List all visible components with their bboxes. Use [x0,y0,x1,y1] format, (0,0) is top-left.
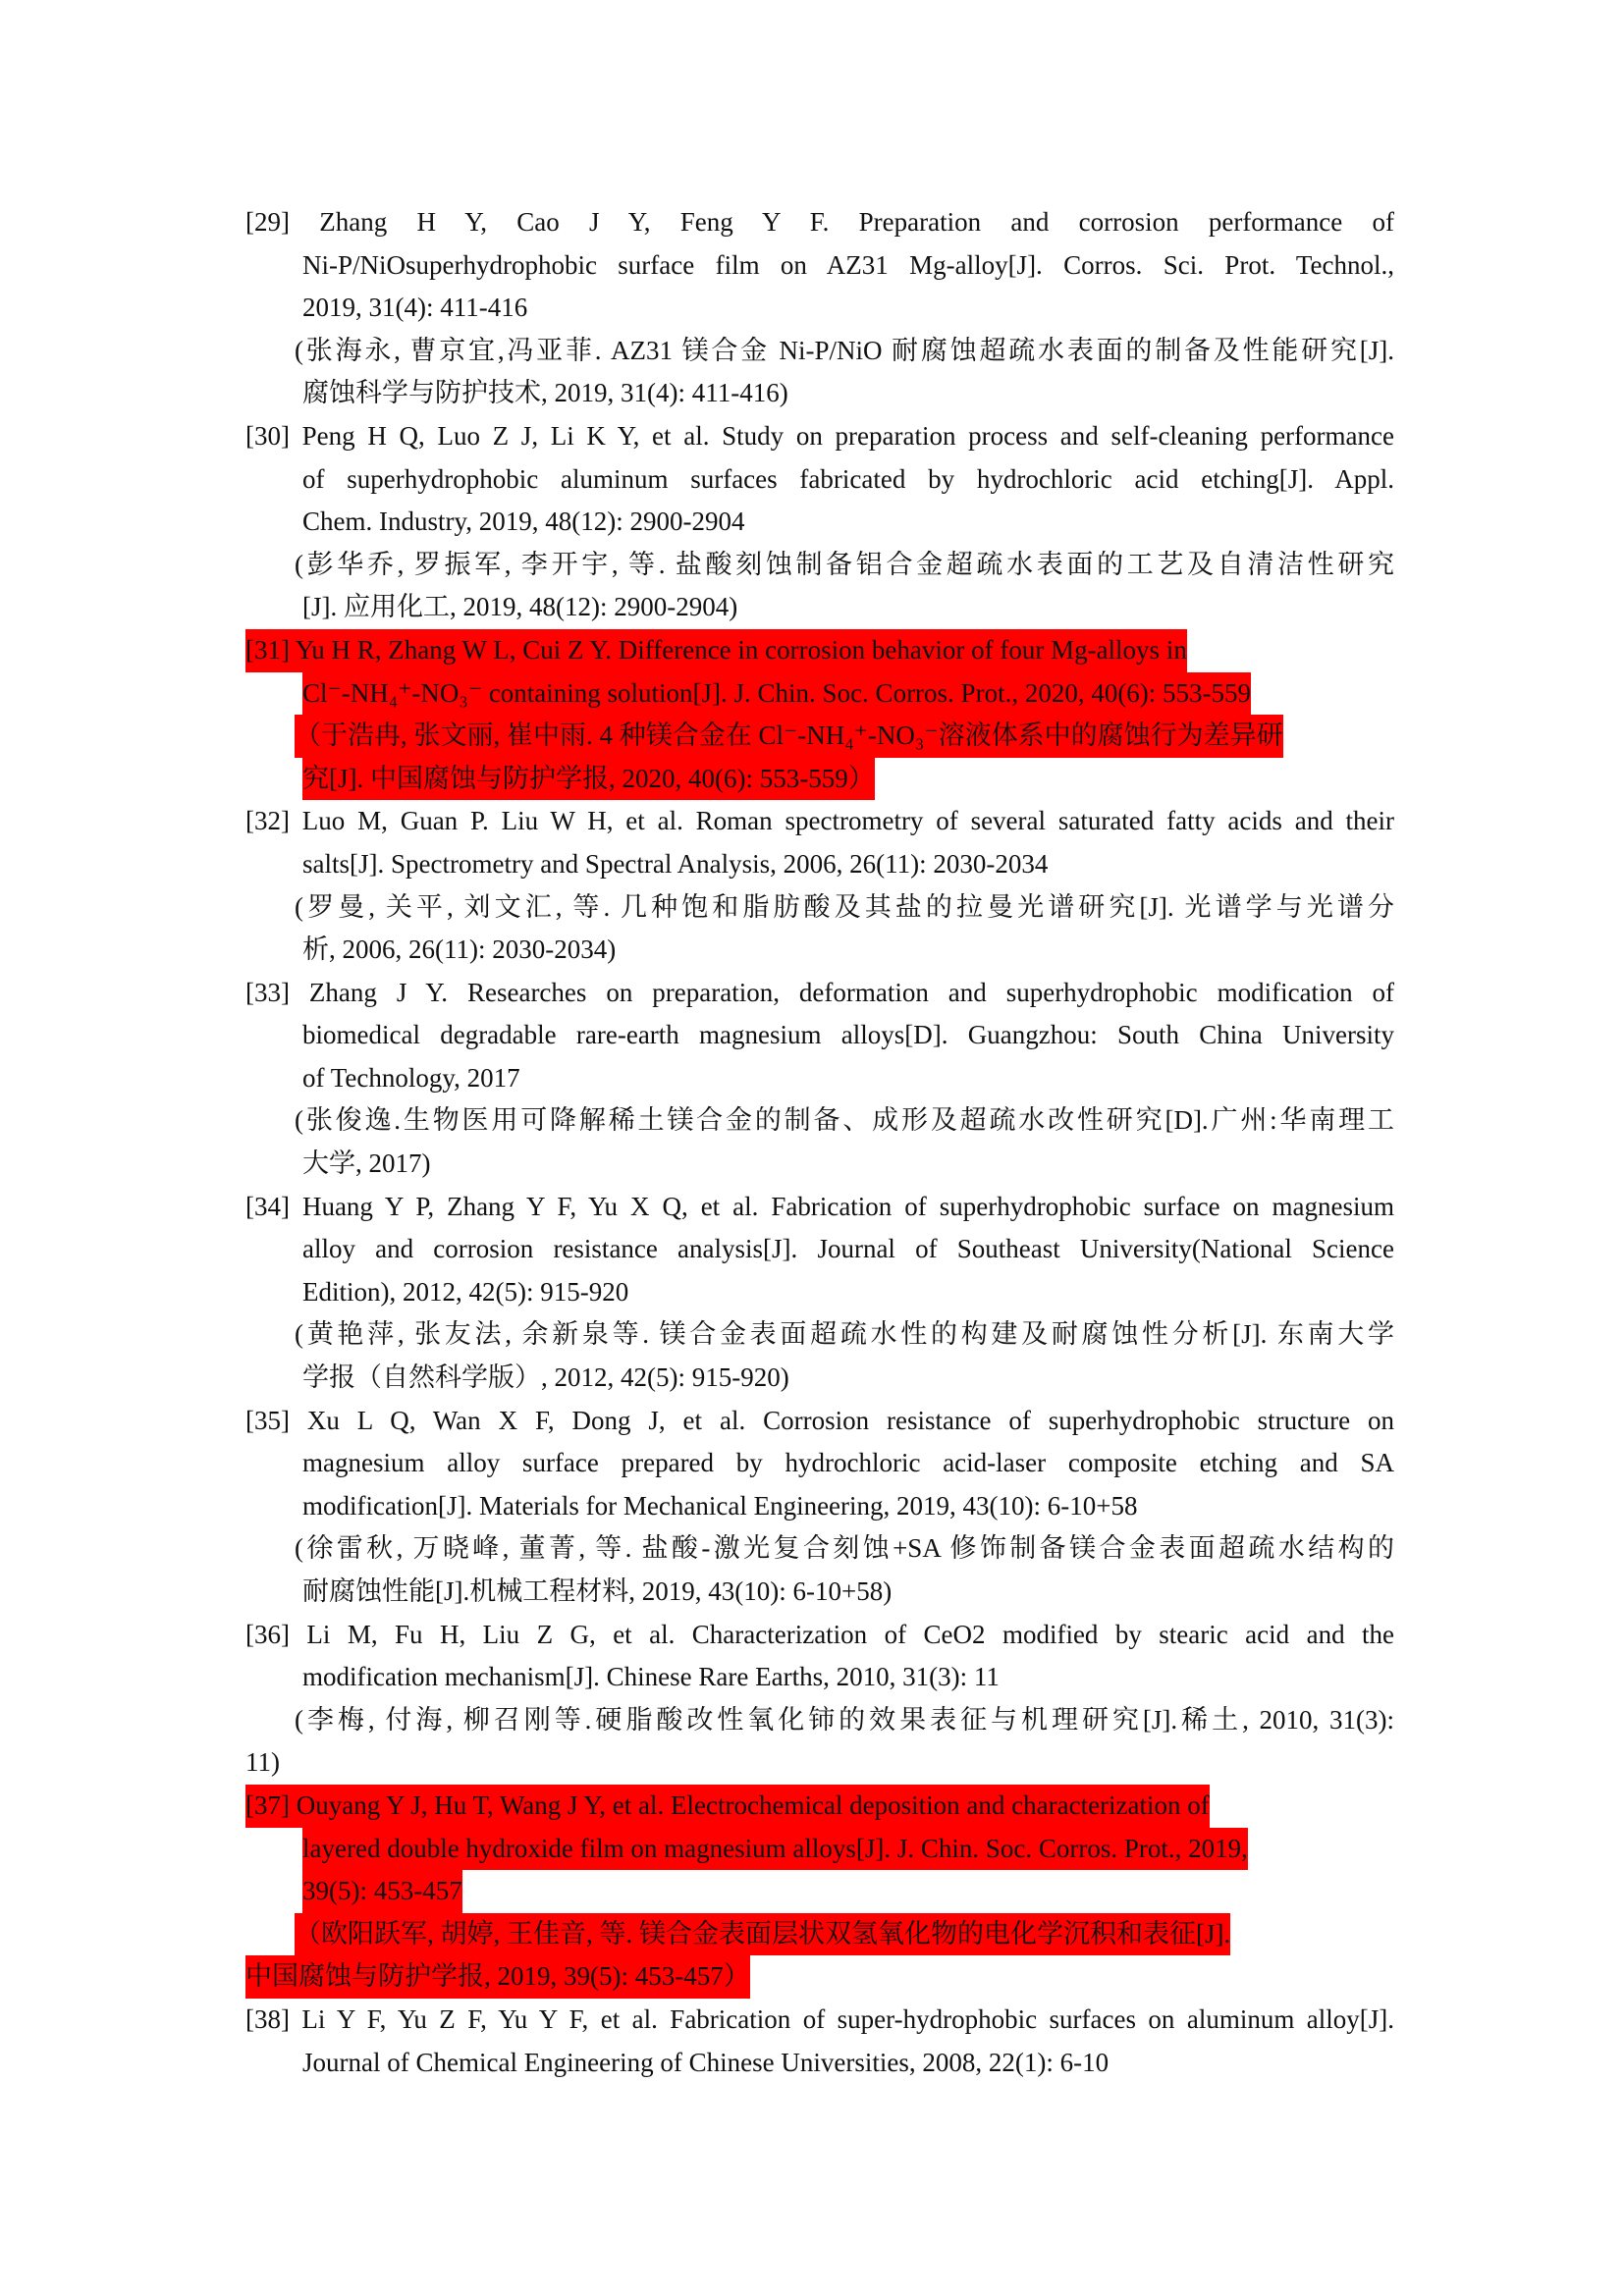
reference-entry-ref-32 [245,800,1394,971]
reference-line [245,1186,1394,1229]
reference-entry-ref-38 [245,1999,1394,2084]
reference-line [245,1913,1230,1956]
reference-line [245,201,1394,244]
reference-text: Journal of Chemical Engineering of Chinese Universities, 2008, 22(1): 6-10 [302,2047,1110,2077]
reference-text: 2019, 31(4): 411-416 [302,293,528,323]
reference-line [245,1999,1394,2042]
reference-text: 析, 2006, 26(11): 2030-2034) [302,934,617,965]
reference-list [245,201,1394,2084]
reference-text: 11) [245,1747,280,1778]
reference-text: 中国腐蚀与防护学报, 2019, 39(5): 453-457） [245,1955,750,1999]
reference-text: [30] Peng H Q, Luo Z J, Li K Y, et al. Study on preparation process and self-cleaning performance [245,420,1394,451]
reference-line [245,886,1394,930]
reference-line [245,458,1394,502]
reference-text: [35] Xu L Q, Wan X F, Dong J, et al. Corrosion resistance of superhydrophobic structure on [245,1405,1394,1435]
reference-text: 耐腐蚀性能[J].机械工程材料, 2019, 43(10): 6-10+58) [302,1576,893,1606]
reference-line [245,758,875,801]
reference-entry-ref-29 [245,201,1394,415]
reference-line [245,843,1394,886]
reference-text: [36] Li M, Fu H, Liu Z G, et al. Characterization of CeO2 modified by stearic acid and the [245,1619,1394,1649]
reference-text: [33] Zhang J Y. Researches on preparation, deformation and superhydrophobic modification of [245,977,1394,1007]
reference-line [245,1099,1394,1143]
reference-line [245,1656,1394,1699]
reference-entry-ref-33 [245,972,1394,1186]
reference-text: Edition), 2012, 42(5): 915-920 [302,1276,629,1307]
reference-text: [31] Yu H R, Zhang W L, Cui Z Y. Difference in corrosion behavior of four Mg-alloys in [245,629,1187,672]
reference-line [245,1955,750,1999]
reference-entry-ref-31 [245,629,1394,800]
reference-text: [J]. 应用化工, 2019, 48(12): 2900-2904) [302,592,738,622]
reference-line [245,1699,1394,1742]
reference-line [245,544,1394,587]
reference-text: modification[J]. Materials for Mechanical Engineering, 2019, 43(10): 6-10+58 [302,1490,1138,1521]
reference-line [245,1400,1394,1443]
reference-line [245,415,1394,458]
reference-line [245,1828,1248,1871]
reference-text: layered double hydroxide film on magnesium alloys[J]. J. Chin. Soc. Corros. Prot., 2019, [302,1828,1248,1871]
reference-line [245,372,1394,415]
reference-text: Ni-P/NiOsuperhydrophobic surface film on AZ31 Mg-alloy[J]. Corros. Sci. Prot. Technol., [302,249,1394,280]
reference-text: [37] Ouyang Y J, Hu T, Wang J Y, et al. Electrochemical deposition and characterization of [245,1785,1210,1828]
reference-line [245,1057,1394,1100]
reference-text: [34] Huang Y P, Zhang Y F, Yu X Q, et al. Fabrication of superhydrophobic surface on magnesium [245,1191,1394,1221]
reference-text: (张海永, 曹京宜,冯亚菲. AZ31 镁合金 Ni-P/NiO 耐腐蚀超疏水表面的制备及性能研究[J]. [295,335,1394,365]
reference-text: modification mechanism[J]. Chinese Rare Earths, 2010, 31(3): 11 [302,1662,1000,1692]
reference-text: [29] Zhang H Y, Cao J Y, Feng Y F. Preparation and corrosion performance of [245,207,1394,237]
reference-text: Cl⁻-NH₄⁺-NO₃⁻ containing solution[J]. J. Chin. Soc. Corros. Prot., 2020, 40(6): 553-559 [302,672,1251,716]
reference-text: 究[J]. 中国腐蚀与防护学报, 2020, 40(6): 553-559） [302,758,875,801]
reference-text: （欧阳跃军, 胡婷, 王佳音, 等. 镁合金表面层状双氢氧化物的电化学沉积和表征[J]. [295,1913,1230,1956]
reference-text: [38] Li Y F, Yu Z F, Yu Y F, et al. Fabrication of super-hydrophobic surfaces on aluminum alloy[J]. [245,2003,1394,2034]
reference-line [245,1571,1394,1614]
reference-line [245,672,1251,716]
reference-entry-ref-35 [245,1400,1394,1614]
reference-line [245,1228,1394,1271]
reference-text: magnesium alloy surface prepared by hydrochloric acid-laser composite etching and SA [302,1448,1394,1478]
reference-text: 学报（自然科学版）, 2012, 42(5): 915-920) [302,1362,789,1393]
reference-line [245,629,1187,672]
reference-line [245,1313,1394,1357]
reference-entry-ref-34 [245,1186,1394,1400]
reference-text: (彭华乔, 罗振军, 李开宇, 等. 盐酸刻蚀制备铝合金超疏水表面的工艺及自清洁性研究 [295,549,1394,579]
reference-entry-ref-37 [245,1785,1394,1999]
reference-line [245,2042,1394,2085]
reference-text: of Technology, 2017 [302,1062,520,1093]
reference-text: [32] Luo M, Guan P. Liu W H, et al. Roman spectrometry of several saturated fatty acids and their [245,806,1394,836]
reference-line [245,287,1394,330]
reference-line [245,1785,1210,1828]
reference-text: (徐雷秋, 万晓峰, 董菁, 等. 盐酸-激光复合刻蚀+SA 修饰制备镁合金表面超疏水结构的 [295,1533,1394,1564]
reference-line [245,1442,1394,1485]
reference-line [245,330,1394,373]
reference-line [245,1143,1394,1186]
reference-text: Chem. Industry, 2019, 48(12): 2900-2904 [302,507,745,537]
reference-text: of superhydrophobic aluminum surfaces fabricated by hydrochloric acid etching[J]. Appl. [302,463,1394,494]
reference-text: (李梅, 付海, 柳召刚等.硬脂酸改性氧化铈的效果表征与机理研究[J].稀土, 2010, 31(3): [295,1704,1394,1735]
reference-text: 腐蚀科学与防护技术, 2019, 31(4): 411-416) [302,378,788,408]
reference-text: （于浩冉, 张文丽, 崔中雨. 4 种镁合金在 Cl⁻-NH₄⁺-NO₃⁻溶液体系中的腐蚀行为差异研 [295,715,1283,758]
reference-entry-ref-30 [245,415,1394,629]
reference-line [245,1527,1394,1571]
reference-text: (罗曼, 关平, 刘文汇, 等. 几种饱和脂肪酸及其盐的拉曼光谱研究[J]. 光谱学与光谱分 [295,891,1394,922]
reference-line [245,1614,1394,1657]
reference-text: alloy and corrosion resistance analysis[J]. Journal of Southeast University(National Science [302,1234,1394,1264]
reference-line [245,715,1283,758]
reference-line [245,1485,1394,1528]
reference-line [245,244,1394,288]
reference-line [245,1271,1394,1314]
reference-line [245,1741,1394,1785]
reference-line [245,501,1394,544]
reference-text: biomedical degradable rare-earth magnesium alloys[D]. Guangzhou: South China University [302,1020,1394,1050]
reference-text: (黄艳萍, 张友法, 余新泉等. 镁合金表面超疏水性的构建及耐腐蚀性分析[J]. 东南大学 [295,1319,1394,1350]
reference-text: (张俊逸.生物医用可降解稀土镁合金的制备、成形及超疏水改性研究[D].广州:华南理工 [295,1105,1394,1136]
reference-line [245,1014,1394,1057]
reference-line [245,1357,1394,1400]
reference-text: 39(5): 453-457 [302,1870,462,1913]
reference-text: 大学, 2017) [302,1148,431,1179]
reference-line [245,586,1394,629]
reference-entry-ref-36 [245,1614,1394,1785]
reference-line [245,1870,462,1913]
reference-line [245,800,1394,843]
reference-line [245,972,1394,1015]
reference-text: salts[J]. Spectrometry and Spectral Analysis, 2006, 26(11): 2030-2034 [302,848,1049,879]
reference-line [245,929,1394,972]
